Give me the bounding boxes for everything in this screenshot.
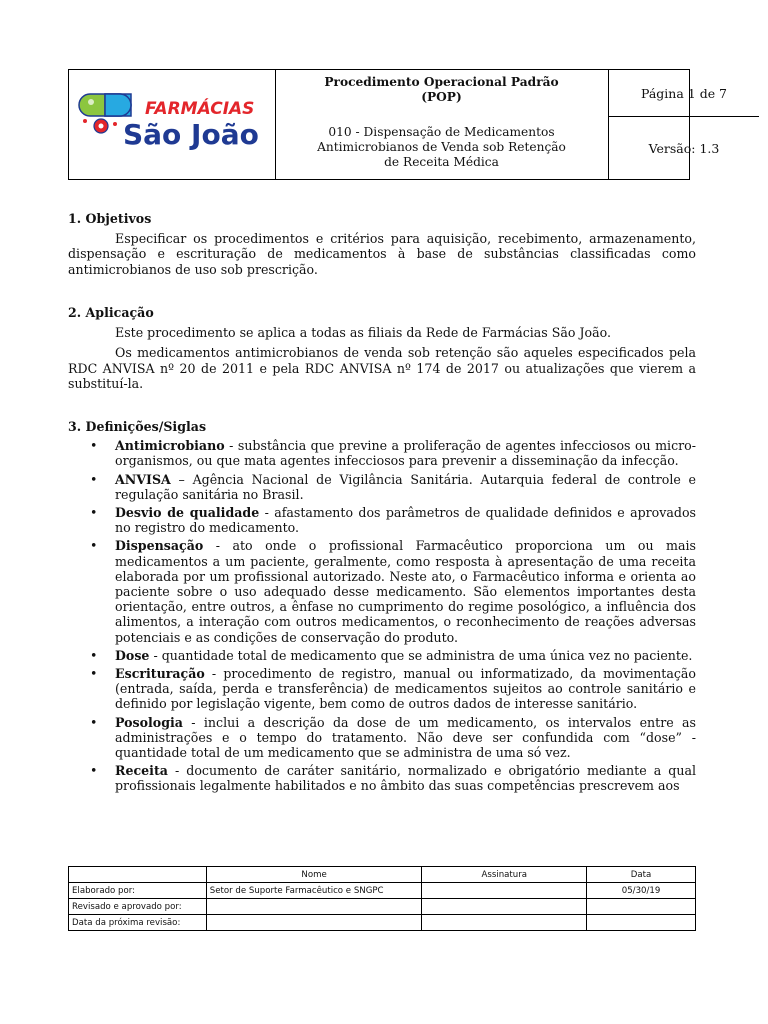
document-header	[68, 69, 728, 180]
list-item: • Posologia - inclui a descrição da dose de um medicamento, os intervalos entre as administrações e o tempo do tratamento. Não deve ser confundida com “dose” - quantidade total de um medicamento que se administra de uma só vez.	[90, 714, 696, 761]
column-header: Data	[587, 867, 696, 883]
bullet-icon: •	[90, 538, 98, 554]
cell-nome	[206, 915, 422, 931]
page-number: Página 1 de 7	[609, 70, 759, 117]
row-label: Data da próxima revisão:	[69, 915, 207, 931]
list-item: • Antimicrobiano - substância que previne a proliferação de agentes infecciosos ou micro-organismos, ou que mata agentes infecciosos para prevenir a disseminação da infecção.	[90, 438, 696, 469]
cell-data	[587, 899, 696, 915]
bullet-icon: •	[90, 471, 98, 487]
list-item: • Desvio de qualidade - afastamento dos parâmetros de qualidade definidos e aprovados no registro do medicamento.	[90, 505, 696, 536]
cell-data: 05/30/19	[587, 883, 696, 899]
list-item: • Dose - quantidade total de medicamento que se administra de uma única vez no paciente.	[90, 647, 693, 663]
column-header: Assinatura	[422, 867, 587, 883]
bullet-icon: •	[90, 714, 98, 730]
logo-word-sao-joao: São João	[123, 118, 259, 151]
bullet-icon: •	[90, 763, 98, 779]
cell-nome: Setor de Suporte Farmacêutico e SNGPC	[206, 883, 422, 899]
paragraph: Os medicamentos antimicrobianos de venda sob retenção são aqueles especificados pela RDC ANVISA nº 20 de 2011 e pela RDC ANVISA nº 174 de 2017 ou atualizações que vierem a substituí-la.	[68, 345, 696, 391]
section-aplicacao	[68, 305, 696, 391]
section-heading: 3. Definições/Siglas	[68, 419, 207, 434]
row-label: Elaborado por:	[69, 883, 207, 899]
meta-cell	[609, 70, 759, 179]
section-heading: 2. Aplicação	[68, 305, 154, 320]
table-row	[69, 883, 696, 899]
bullet-icon: •	[90, 505, 98, 521]
table-row	[69, 915, 696, 931]
section-definicoes	[68, 419, 696, 797]
table-header-row	[69, 867, 696, 883]
paragraph: Especificar os procedimentos e critérios para aquisição, recebimento, armazenamento, dispensação e escrituração de medicamentos à base de substâncias classificadas como antimicrobianos de uso sob prescrição.	[68, 231, 696, 277]
section-heading: 1. Objetivos	[68, 211, 152, 226]
column-header: Nome	[206, 867, 422, 883]
cell-assinatura	[422, 915, 587, 931]
row-label: Revisado e aprovado por:	[69, 899, 207, 915]
paragraph: Este procedimento se aplica a todas as filiais da Rede de Farmácias São João.	[115, 325, 612, 341]
list-item: • Escrituração - procedimento de registro, manual ou informatizado, da movimentação (entrada, saída, perda e transferência) de medicamentos sujeitos ao controle sanitário e definido por legislação vigente, bem como de outros dados de interesse sanitário.	[90, 666, 696, 712]
document-title: Procedimento Operacional Padrão (POP)	[324, 75, 559, 104]
bullet-icon: •	[90, 438, 98, 454]
list-item: • ANVISA – Agência Nacional de Vigilância Sanitária. Autarquia federal de controle e regulação sanitária no Brasil.	[90, 471, 696, 502]
list-item: • Receita - documento de caráter sanitário, normalizado e obrigatório mediante a qual profissionais legalmente habilitados e no âmbito das suas competências prescrevem aos	[90, 763, 696, 794]
title-cell	[275, 70, 609, 179]
cell-data	[587, 915, 696, 931]
table-row	[69, 899, 696, 915]
definitions-list	[68, 438, 696, 793]
document-subtitle: 010 - Dispensação de Medicamentos Antimicrobianos de Venda sob Retenção de Receita Médica	[317, 125, 566, 169]
bullet-icon: •	[90, 666, 98, 682]
cell-nome	[206, 899, 422, 915]
logo-word-farmacias: FARMÁCIAS	[145, 99, 255, 119]
bullet-icon: •	[90, 647, 98, 663]
version-label: Versão: 1.3	[648, 140, 720, 156]
farmacias-sao-joao-logo	[75, 88, 271, 152]
cell-assinatura	[422, 883, 587, 899]
logo-cell	[69, 70, 276, 179]
section-objetivos	[68, 211, 696, 277]
approval-table	[68, 866, 696, 931]
list-item: • Dispensação - ato onde o profissional Farmacêutico proporciona um ou mais medicamentos a um paciente, geralmente, como resposta à apresentação de uma receita elaborada por um profissional autorizado. Neste ato, o Farmacêutico informa e orienta ao paciente sobre o uso adequado desse medicamento. São elementos importantes desta orientação, entre outros, a ênfase no cumprimento do regime posológico, a influência dos alimentos, a interação com outros medicamentos, o reconhecimento de reações adversas potenciais e as condições de conservação do produto.	[90, 538, 696, 645]
cell-assinatura	[422, 899, 587, 915]
